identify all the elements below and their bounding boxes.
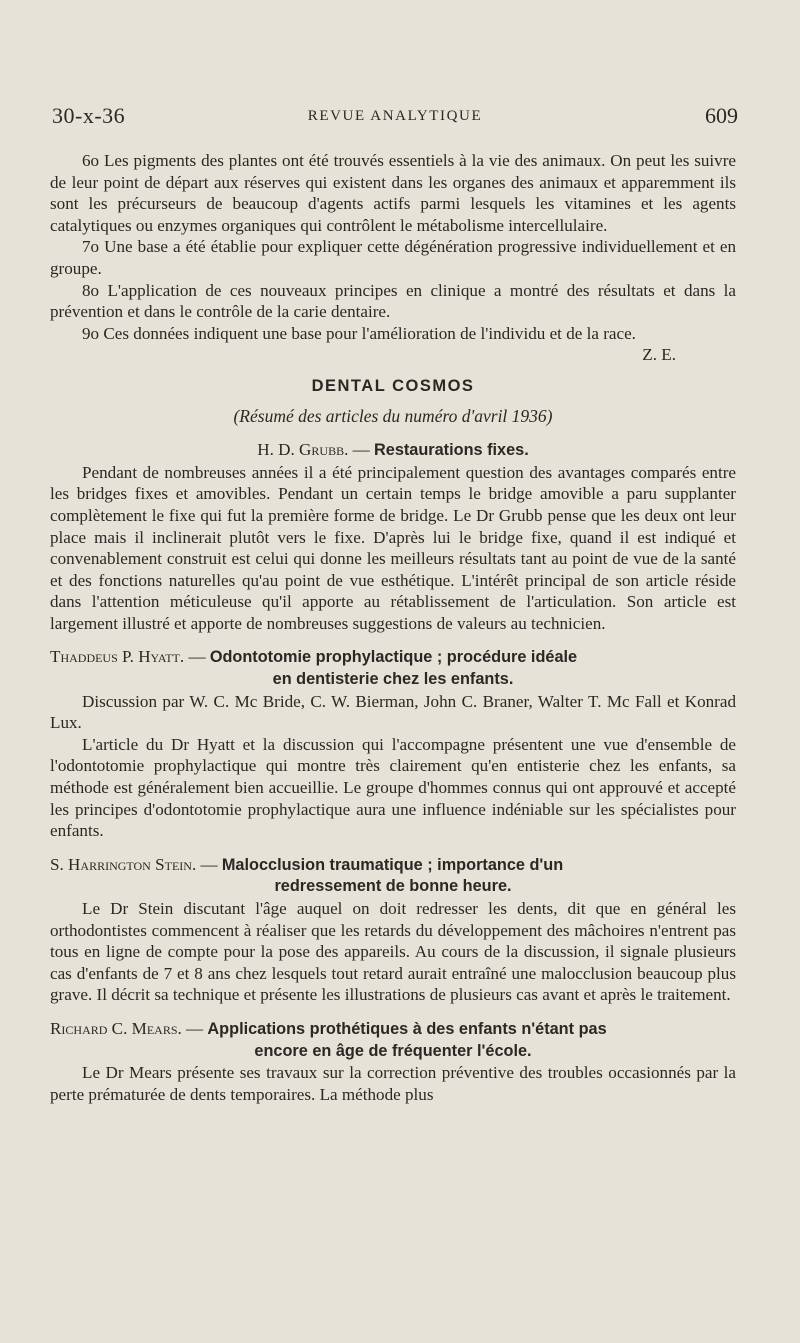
article-grubb	[50, 439, 736, 634]
article-author: Richard C. Mears.	[50, 1018, 182, 1038]
article-heading	[50, 854, 736, 898]
article-title-line-1: Applications prothétiques à des enfants n'étant pas	[207, 1019, 607, 1038]
article-heading	[50, 1018, 736, 1062]
article-body: Pendant de nombreuses années il a été principalement question des avantages comparés entre les bridges fixes et amovibles. Pendant un certain temps le bridge amovible a paru supplanter complètement le fixe qui fut la première forme de bridge. Le Dr Grubb pense que les deux ont leur place mais il inclinerait plutôt vers le fixe. D'après lui le bridge fixe, quand il est indiqué et convenablement construit est celui qui donne les meilleurs résultats tant au point de vue de la santé et des fonctions naturelles qu'au point de vue esthétique. L'intérêt principal de son article réside dans l'attention méticuleuse qu'il apporte au rétablissement de l'articulation. Son article est largement illustré et apporte de nombreuses suggestions de valeurs au technicien.	[50, 462, 736, 633]
article-title-line-2: encore en âge de fréquenter l'école.	[254, 1041, 532, 1060]
article-author: S. Harrington Stein.	[50, 854, 197, 874]
section-title: DENTAL COSMOS	[311, 376, 475, 395]
header-journal-title: REVUE ANALYTIQUE	[307, 108, 483, 124]
heading-dash: —	[348, 440, 374, 460]
article-author: H. D. Grubb.	[257, 440, 349, 460]
heading-dash: —	[184, 647, 210, 667]
article-title: Restaurations fixes.	[374, 441, 529, 460]
intro-paragraph-6: 6o Les pigments des plantes ont été trouvés essentiels à la vie des animaux. On peut les suivre de leur point de départ aux réserves qui existent dans les organes des animaux et apparemment ils sont les précurseurs de beaucoup d'agents actifs parmi lesquels les vitamines et les agents catalytiques ou enzymes organiques qui contrôlent le métabolisme intercellulaire.	[50, 151, 736, 235]
page-number: 609	[705, 103, 738, 128]
heading-dash: —	[181, 1018, 208, 1038]
section-subtitle: (Résumé des articles du numéro d'avril 1936)	[233, 405, 553, 426]
article-body: L'article du Dr Hyatt et la discussion qui l'accompagne présentent une vue d'ensemble de l'odontotomie prophylactique qui montre très clairement qu'en entisterie chez les enfants, sa méthode est généralement bien accueillie. Le groupe d'hommes connus qui ont approuvé et accepté les principes d'odontotomie prophylactique aura une influence indéniable sur les spécialistes pour enfants.	[50, 734, 736, 841]
article-title-line-2: redressement de bonne heure.	[274, 877, 512, 896]
article-title-line-2: en dentisterie chez les enfants.	[272, 670, 514, 689]
article-heading	[50, 439, 736, 462]
author-initials: Z. E.	[642, 345, 676, 365]
article-discussion: Discussion par W. C. Mc Bride, C. W. Bierman, John C. Braner, Walter T. Mc Fall et Konrad Lux.	[50, 691, 736, 733]
intro-paragraph-8: 8o L'application de ces nouveaux principes en clinique a montré des résultats et dans la prévention et dans le contrôle de la carie dentaire.	[50, 280, 736, 322]
article-body: Le Dr Stein discutant l'âge auquel on doit redresser les dents, dit que en général les orthodontistes commencent à réaliser que les retards du développement des mâchoires n'entrent pas tous en ligne de compte pour la pose des appareils. Au cours de la discussion, il signale plusieurs cas d'enfants de 7 et 8 ans chez lesquels tout retard aurait entraîné une malocclusion beaucoup plus grave. Il décrit sa technique et présente les illustrations de plusieurs cas avant et après le traitement.	[50, 899, 736, 1005]
intro-paragraph-9: 9o Ces données indiquent une base pour l'amélioration de l'individu et de la race.	[82, 323, 636, 343]
header-date: 30-x-36	[52, 103, 126, 128]
page-content	[50, 150, 736, 1105]
article-hyatt	[50, 646, 736, 841]
article-body: Le Dr Mears présente ses travaux sur la correction préventive des troubles occasionnés par la perte prématurée de dents temporaires. La méthode plus	[50, 1063, 736, 1104]
article-title-line-1: Malocclusion traumatique ; importance d'un	[221, 855, 564, 874]
page-header	[52, 103, 738, 133]
intro-paragraph-7: 7o Une base a été établie pour expliquer cette dégénération progressive individuellement et en groupe.	[50, 237, 736, 278]
article-author: Thaddeus P. Hyatt.	[50, 647, 185, 667]
heading-dash: —	[196, 854, 222, 874]
article-title-line-1: Odontotomie prophylactique ; procédure idéale	[209, 648, 578, 667]
article-mears	[50, 1018, 736, 1105]
article-stein	[50, 854, 736, 1006]
article-heading	[50, 646, 736, 690]
